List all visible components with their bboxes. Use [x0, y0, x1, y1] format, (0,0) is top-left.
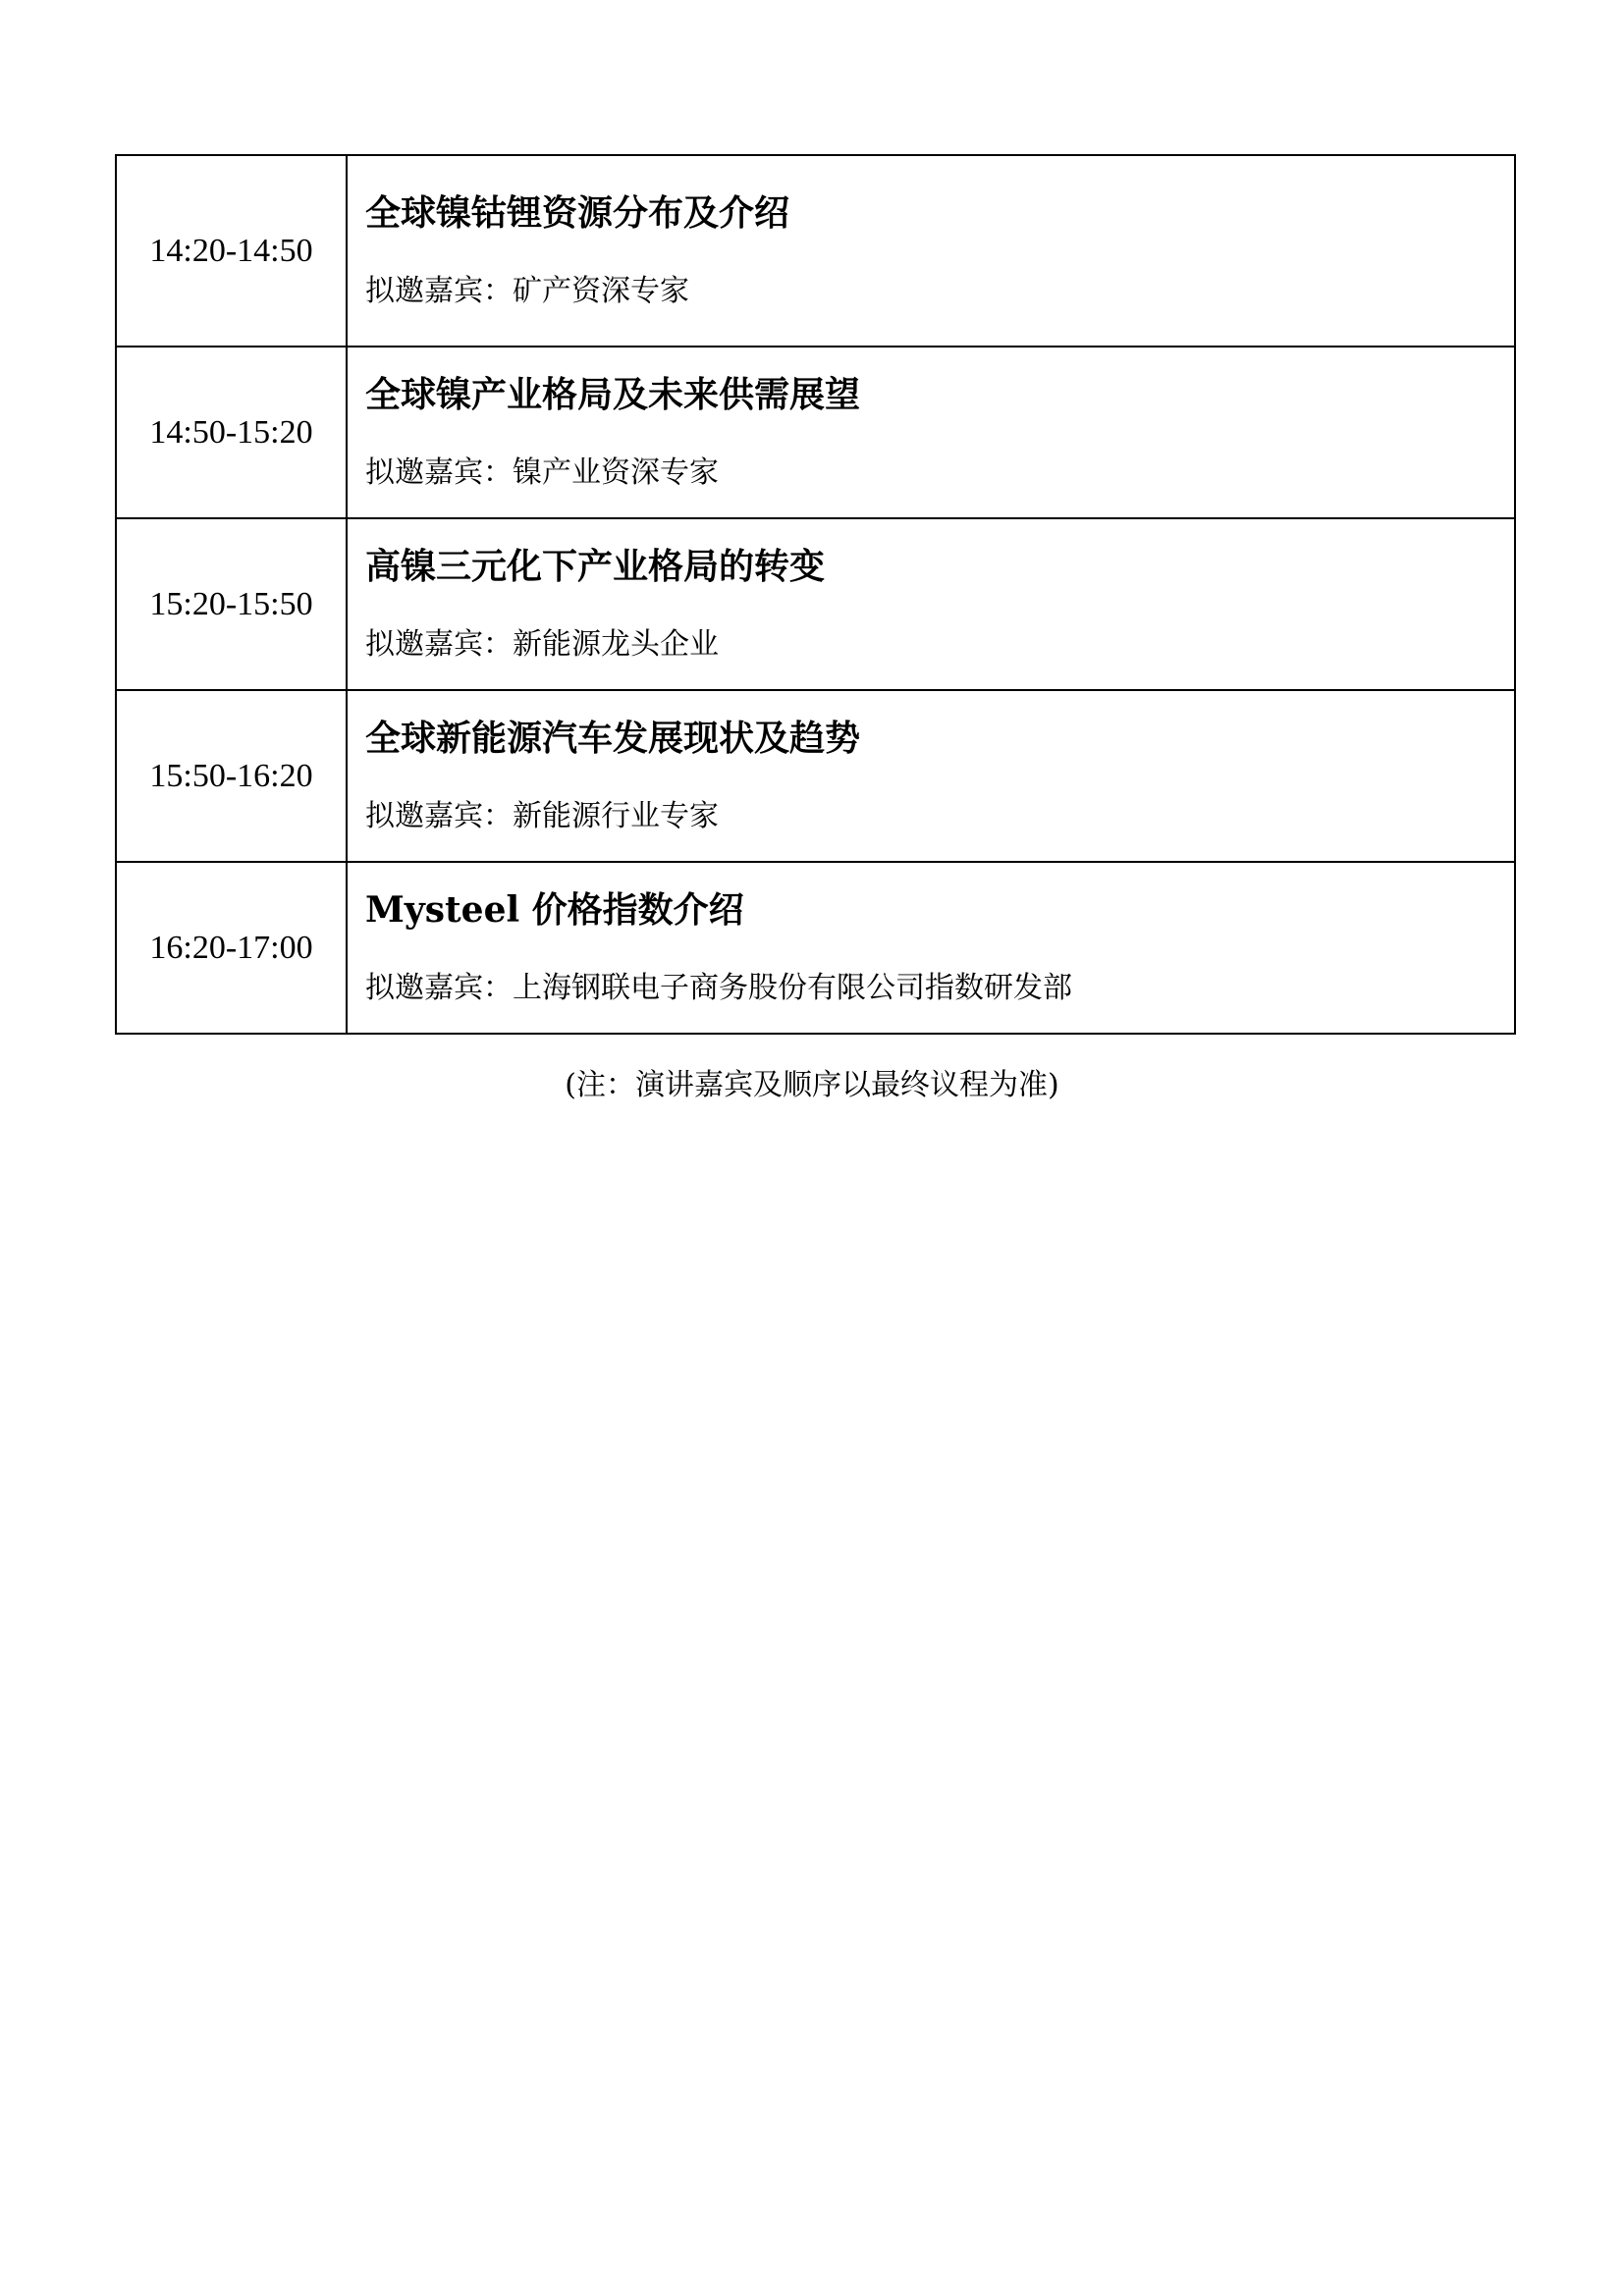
speaker-text: 拟邀嘉宾：新能源龙头企业 [365, 627, 719, 663]
topic-cell [347, 518, 1515, 690]
speaker-text: 拟邀嘉宾：上海钢联电子商务股份有限公司指数研发部 [365, 971, 1072, 1006]
topic-title: 高镍三元化下产业格局的转变 [365, 545, 826, 587]
topic-cell [347, 347, 1515, 518]
topic-cell [347, 155, 1515, 347]
agenda-row [116, 518, 1515, 690]
topic-title: Mysteel 价格指数介绍 [365, 888, 744, 931]
topic-cell [347, 862, 1515, 1034]
topic-title: 全球镍钴锂资源分布及介绍 [365, 191, 790, 234]
time-slot: 16:20-17:00 [116, 862, 347, 1034]
speaker-text: 拟邀嘉宾：镍产业资深专家 [365, 455, 719, 491]
time-slot: 15:20-15:50 [116, 518, 347, 690]
agenda-table [115, 154, 1516, 1035]
speaker-text: 拟邀嘉宾：矿产资深专家 [365, 274, 689, 309]
topic-title: 全球新能源汽车发展现状及趋势 [365, 717, 861, 759]
speaker-text: 拟邀嘉宾：新能源行业专家 [365, 799, 719, 834]
time-slot: 15:50-16:20 [116, 690, 347, 862]
agenda-row [116, 690, 1515, 862]
agenda-footnote: (注：演讲嘉宾及顺序以最终议程为准) [565, 1068, 1059, 1102]
agenda-row [116, 862, 1515, 1034]
time-slot: 14:50-15:20 [116, 347, 347, 518]
topic-title: 全球镍产业格局及未来供需展望 [365, 373, 861, 415]
agenda-row [116, 155, 1515, 347]
agenda-row [116, 347, 1515, 518]
time-slot: 14:20-14:50 [116, 155, 347, 347]
topic-cell [347, 690, 1515, 862]
